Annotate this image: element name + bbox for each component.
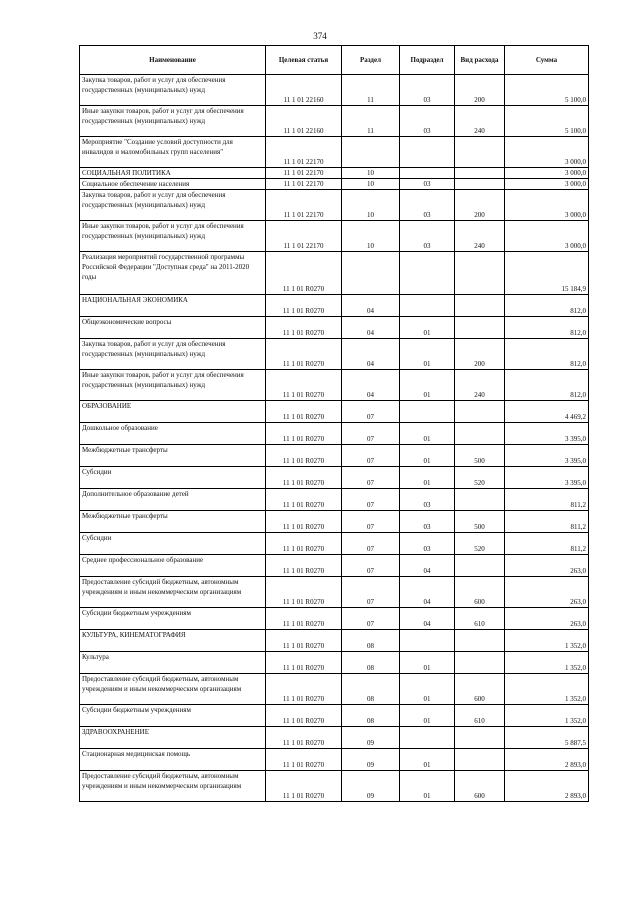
cell-section: 10 [342, 221, 400, 252]
cell-expense-type: 520 [455, 533, 505, 555]
cell-amount: 812,0 [505, 317, 589, 339]
cell-section: 08 [342, 630, 400, 652]
table-row [80, 674, 589, 705]
cell-section: 10 [342, 190, 400, 221]
cell-name: Дополнительное образование детей [80, 489, 266, 511]
cell-name: Субсидии бюджетным учреждениям [80, 608, 266, 630]
cell-expense-type: 600 [455, 771, 505, 802]
cell-target: 11 1 01 22170 [266, 137, 342, 168]
cell-amount: 1 352,0 [505, 652, 589, 674]
cell-subsection: 01 [400, 652, 455, 674]
cell-target: 11 1 01 R0270 [266, 749, 342, 771]
cell-amount: 3 000,0 [505, 168, 589, 179]
table-row [80, 179, 589, 190]
cell-target: 11 1 01 R0270 [266, 445, 342, 467]
cell-subsection [400, 295, 455, 317]
cell-target: 11 1 01 R0270 [266, 630, 342, 652]
table-header-row [80, 46, 589, 75]
cell-section: 07 [342, 511, 400, 533]
cell-subsection: 01 [400, 771, 455, 802]
cell-name: Реализация мероприятий государственной программы Российской Федерации "Доступная среда" на 2011-2020 годы [80, 252, 266, 295]
table-row [80, 555, 589, 577]
cell-name: Иные закупки товаров, работ и услуг для обеспечения государственных (муниципальных) нужд [80, 221, 266, 252]
cell-section: 07 [342, 467, 400, 489]
cell-amount: 3 395,0 [505, 445, 589, 467]
cell-name: Социальное обеспечение населения [80, 179, 266, 190]
cell-target: 11 1 01 R0270 [266, 401, 342, 423]
table-row [80, 295, 589, 317]
cell-amount: 15 184,9 [505, 252, 589, 295]
cell-target: 11 1 01 22170 [266, 179, 342, 190]
table-row [80, 137, 589, 168]
cell-target: 11 1 01 R0270 [266, 674, 342, 705]
cell-target: 11 1 01 R0270 [266, 511, 342, 533]
cell-subsection: 04 [400, 577, 455, 608]
cell-target: 11 1 01 R0270 [266, 370, 342, 401]
cell-target: 11 1 01 22170 [266, 190, 342, 221]
table-row [80, 401, 589, 423]
cell-amount: 811,2 [505, 533, 589, 555]
cell-expense-type [455, 295, 505, 317]
cell-section: 09 [342, 749, 400, 771]
cell-expense-type [455, 749, 505, 771]
cell-subsection: 01 [400, 674, 455, 705]
cell-subsection: 01 [400, 423, 455, 445]
cell-amount: 4 469,2 [505, 401, 589, 423]
cell-target: 11 1 01 R0270 [266, 317, 342, 339]
cell-name: Иные закупки товаров, работ и услуг для обеспечения государственных (муниципальных) нужд [80, 106, 266, 137]
cell-expense-type [455, 401, 505, 423]
header-target: Целевая статья [266, 46, 342, 75]
cell-amount: 812,0 [505, 370, 589, 401]
cell-section: 07 [342, 533, 400, 555]
cell-amount: 1 352,0 [505, 674, 589, 705]
cell-target: 11 1 01 22170 [266, 221, 342, 252]
cell-section: 07 [342, 423, 400, 445]
cell-amount: 3 000,0 [505, 137, 589, 168]
table-row [80, 630, 589, 652]
cell-name: СОЦИАЛЬНАЯ ПОЛИТИКА [80, 168, 266, 179]
cell-expense-type [455, 252, 505, 295]
cell-section: 07 [342, 608, 400, 630]
cell-amount: 812,0 [505, 295, 589, 317]
cell-amount: 3 000,0 [505, 221, 589, 252]
cell-target: 11 1 01 R0270 [266, 295, 342, 317]
cell-subsection: 03 [400, 190, 455, 221]
header-expense-type: Вид расхода [455, 46, 505, 75]
table-body [80, 75, 589, 802]
cell-section: 09 [342, 771, 400, 802]
cell-target: 11 1 01 R0270 [266, 252, 342, 295]
cell-section: 10 [342, 179, 400, 190]
cell-name: Предоставление субсидий бюджетным, автономным учреждениям и иным некоммерческим организациям [80, 771, 266, 802]
table-row [80, 221, 589, 252]
table-row [80, 168, 589, 179]
cell-amount: 3 395,0 [505, 423, 589, 445]
cell-subsection [400, 401, 455, 423]
cell-subsection: 04 [400, 555, 455, 577]
cell-subsection: 03 [400, 75, 455, 106]
cell-amount: 2 893,0 [505, 749, 589, 771]
cell-amount: 263,0 [505, 608, 589, 630]
cell-amount: 1 352,0 [505, 705, 589, 727]
cell-expense-type [455, 137, 505, 168]
cell-target: 11 1 01 R0270 [266, 608, 342, 630]
cell-expense-type: 200 [455, 190, 505, 221]
cell-expense-type: 200 [455, 75, 505, 106]
cell-name: Субсидии [80, 467, 266, 489]
table-row [80, 190, 589, 221]
cell-name: ОБРАЗОВАНИЕ [80, 401, 266, 423]
cell-target: 11 1 01 R0270 [266, 652, 342, 674]
cell-subsection [400, 630, 455, 652]
cell-subsection: 03 [400, 221, 455, 252]
cell-target: 11 1 01 R0270 [266, 555, 342, 577]
cell-expense-type [455, 652, 505, 674]
cell-expense-type [455, 317, 505, 339]
header-name: Наименование [80, 46, 266, 75]
cell-expense-type: 500 [455, 511, 505, 533]
cell-subsection [400, 168, 455, 179]
cell-expense-type [455, 423, 505, 445]
table-row [80, 370, 589, 401]
cell-amount: 263,0 [505, 577, 589, 608]
cell-target: 11 1 01 R0270 [266, 727, 342, 749]
cell-name: Среднее профессиональное образование [80, 555, 266, 577]
cell-name: Мероприятие "Создание условий доступности для инвалидов и маломобильных групп населения" [80, 137, 266, 168]
table-row [80, 252, 589, 295]
cell-expense-type: 200 [455, 339, 505, 370]
cell-subsection: 03 [400, 511, 455, 533]
cell-target: 11 1 01 R0270 [266, 467, 342, 489]
cell-subsection: 03 [400, 106, 455, 137]
cell-subsection [400, 137, 455, 168]
cell-expense-type: 240 [455, 370, 505, 401]
cell-section: 04 [342, 317, 400, 339]
cell-section: 04 [342, 370, 400, 401]
cell-name: Общеэкономические вопросы [80, 317, 266, 339]
cell-target: 11 1 01 R0270 [266, 339, 342, 370]
cell-subsection: 01 [400, 445, 455, 467]
cell-section: 07 [342, 555, 400, 577]
cell-expense-type: 240 [455, 221, 505, 252]
table-row [80, 339, 589, 370]
cell-target: 11 1 01 R0270 [266, 577, 342, 608]
cell-expense-type: 240 [455, 106, 505, 137]
cell-name: Межбюджетные трансферты [80, 511, 266, 533]
cell-subsection: 01 [400, 370, 455, 401]
cell-name: Иные закупки товаров, работ и услуг для обеспечения государственных (муниципальных) нужд [80, 370, 266, 401]
cell-amount: 5 887,5 [505, 727, 589, 749]
cell-name: Закупка товаров, работ и услуг для обеспечения государственных (муниципальных) нужд [80, 75, 266, 106]
cell-subsection [400, 252, 455, 295]
cell-subsection: 03 [400, 533, 455, 555]
cell-amount: 2 893,0 [505, 771, 589, 802]
cell-expense-type: 500 [455, 445, 505, 467]
table-row [80, 705, 589, 727]
cell-subsection: 01 [400, 467, 455, 489]
table-row [80, 423, 589, 445]
header-section: Раздел [342, 46, 400, 75]
cell-amount: 3 000,0 [505, 179, 589, 190]
table-row [80, 489, 589, 511]
cell-amount: 812,0 [505, 339, 589, 370]
cell-subsection: 01 [400, 749, 455, 771]
table-row [80, 608, 589, 630]
cell-section [342, 252, 400, 295]
table-row [80, 445, 589, 467]
header-subsection: Подраздел [400, 46, 455, 75]
cell-section: 10 [342, 168, 400, 179]
table-row [80, 75, 589, 106]
table-row [80, 771, 589, 802]
cell-section: 11 [342, 106, 400, 137]
cell-name: КУЛЬТУРА, КИНЕМАТОГРАФИЯ [80, 630, 266, 652]
cell-target: 11 1 01 R0270 [266, 705, 342, 727]
page-number: 374 [313, 31, 327, 41]
cell-amount: 263,0 [505, 555, 589, 577]
table-row [80, 577, 589, 608]
cell-expense-type [455, 489, 505, 511]
cell-section: 04 [342, 295, 400, 317]
cell-name: ЗДРАВООХРАНЕНИЕ [80, 727, 266, 749]
cell-subsection: 01 [400, 705, 455, 727]
cell-target: 11 1 01 22170 [266, 168, 342, 179]
cell-target: 11 1 01 22160 [266, 75, 342, 106]
cell-section: 08 [342, 674, 400, 705]
cell-section: 09 [342, 727, 400, 749]
cell-target: 11 1 01 22160 [266, 106, 342, 137]
cell-subsection: 04 [400, 608, 455, 630]
cell-target: 11 1 01 R0270 [266, 489, 342, 511]
table-row [80, 727, 589, 749]
cell-section: 08 [342, 652, 400, 674]
cell-name: Стационарная медицинская помощь [80, 749, 266, 771]
cell-target: 11 1 01 R0270 [266, 533, 342, 555]
cell-name: НАЦИОНАЛЬНАЯ ЭКОНОМИКА [80, 295, 266, 317]
cell-subsection: 01 [400, 339, 455, 370]
cell-subsection: 03 [400, 179, 455, 190]
cell-expense-type [455, 630, 505, 652]
cell-expense-type: 520 [455, 467, 505, 489]
cell-expense-type [455, 179, 505, 190]
cell-amount: 811,2 [505, 511, 589, 533]
cell-section [342, 137, 400, 168]
cell-name: Культура [80, 652, 266, 674]
cell-amount: 811,2 [505, 489, 589, 511]
cell-section: 07 [342, 445, 400, 467]
table-row [80, 652, 589, 674]
cell-name: Дошкольное образование [80, 423, 266, 445]
budget-table [79, 45, 589, 802]
cell-expense-type [455, 555, 505, 577]
cell-name: Закупка товаров, работ и услуг для обеспечения государственных (муниципальных) нужд [80, 339, 266, 370]
cell-amount: 5 100,0 [505, 75, 589, 106]
table-row [80, 533, 589, 555]
cell-subsection: 03 [400, 489, 455, 511]
cell-expense-type: 600 [455, 577, 505, 608]
cell-subsection [400, 727, 455, 749]
cell-expense-type: 610 [455, 705, 505, 727]
table-row [80, 317, 589, 339]
cell-expense-type [455, 727, 505, 749]
cell-amount: 5 100,0 [505, 106, 589, 137]
cell-name: Предоставление субсидий бюджетным, автономным учреждениям и иным некоммерческим организациям [80, 674, 266, 705]
cell-amount: 1 352,0 [505, 630, 589, 652]
table-row [80, 511, 589, 533]
table-row [80, 106, 589, 137]
cell-amount: 3 000,0 [505, 190, 589, 221]
cell-section: 07 [342, 489, 400, 511]
cell-section: 04 [342, 339, 400, 370]
cell-name: Предоставление субсидий бюджетным, автономным учреждениям и иным некоммерческим организациям [80, 577, 266, 608]
cell-expense-type [455, 168, 505, 179]
cell-section: 08 [342, 705, 400, 727]
header-amount: Сумма [505, 46, 589, 75]
cell-subsection: 01 [400, 317, 455, 339]
cell-name: Субсидии [80, 533, 266, 555]
cell-amount: 3 395,0 [505, 467, 589, 489]
table-row [80, 749, 589, 771]
cell-name: Закупка товаров, работ и услуг для обеспечения государственных (муниципальных) нужд [80, 190, 266, 221]
cell-section: 11 [342, 75, 400, 106]
cell-section: 07 [342, 577, 400, 608]
cell-name: Межбюджетные трансферты [80, 445, 266, 467]
cell-name: Субсидии бюджетным учреждениям [80, 705, 266, 727]
cell-target: 11 1 01 R0270 [266, 771, 342, 802]
cell-expense-type: 610 [455, 608, 505, 630]
cell-target: 11 1 01 R0270 [266, 423, 342, 445]
table-row [80, 467, 589, 489]
cell-section: 07 [342, 401, 400, 423]
cell-expense-type: 600 [455, 674, 505, 705]
